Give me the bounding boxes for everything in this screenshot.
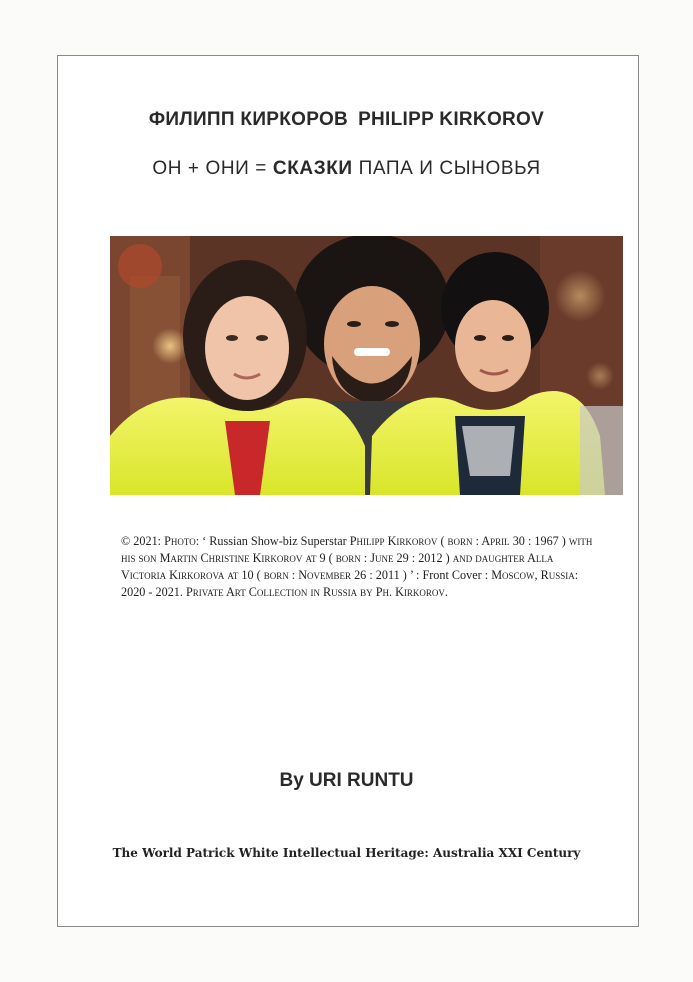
caption-subjects: Philipp Kirkorov ( born : April 30 : 1967 ) with his son Martin Christine Kirkorov at 9 ( born : June 29 : 2012 ) and daughter Alla Victoria Kirkorova at 10 ( born : November 26 : 2011 ) ’ : [121,534,593,582]
footer-heritage-line: The World Patrick White Intellectual Heritage: Australia XXI Century [112,846,581,860]
cover-photo-illustration [110,236,623,495]
subtitle-bold: СКАЗКИ [272,158,353,179]
caption-photo-label: Photo: [164,534,203,548]
author-byline: By URI RUNTU [279,770,414,791]
subtitle-start: ОН + ОНИ = [152,158,267,179]
document-subtitle [0,158,693,180]
title-english: PHILIPP KIRKOROV [358,109,545,130]
caption-front-cover: Front Cover : [419,568,492,582]
subtitle-end: ПАПА И СЫНОВЬЯ [358,158,541,179]
photo-caption [121,533,595,601]
cover-photo [110,236,623,495]
caption-quote-start: ‘ Russian Show-biz Superstar [202,534,350,548]
document-title [0,109,693,131]
caption-copyright: © 2021: [121,534,165,548]
caption-collection: Moscow, Russia: 2020 - 2021. Private Art Collection in Russia by Ph. Kirkorov. [121,568,579,599]
title-russian: ФИЛИПП КИРКОРОВ [148,109,349,130]
